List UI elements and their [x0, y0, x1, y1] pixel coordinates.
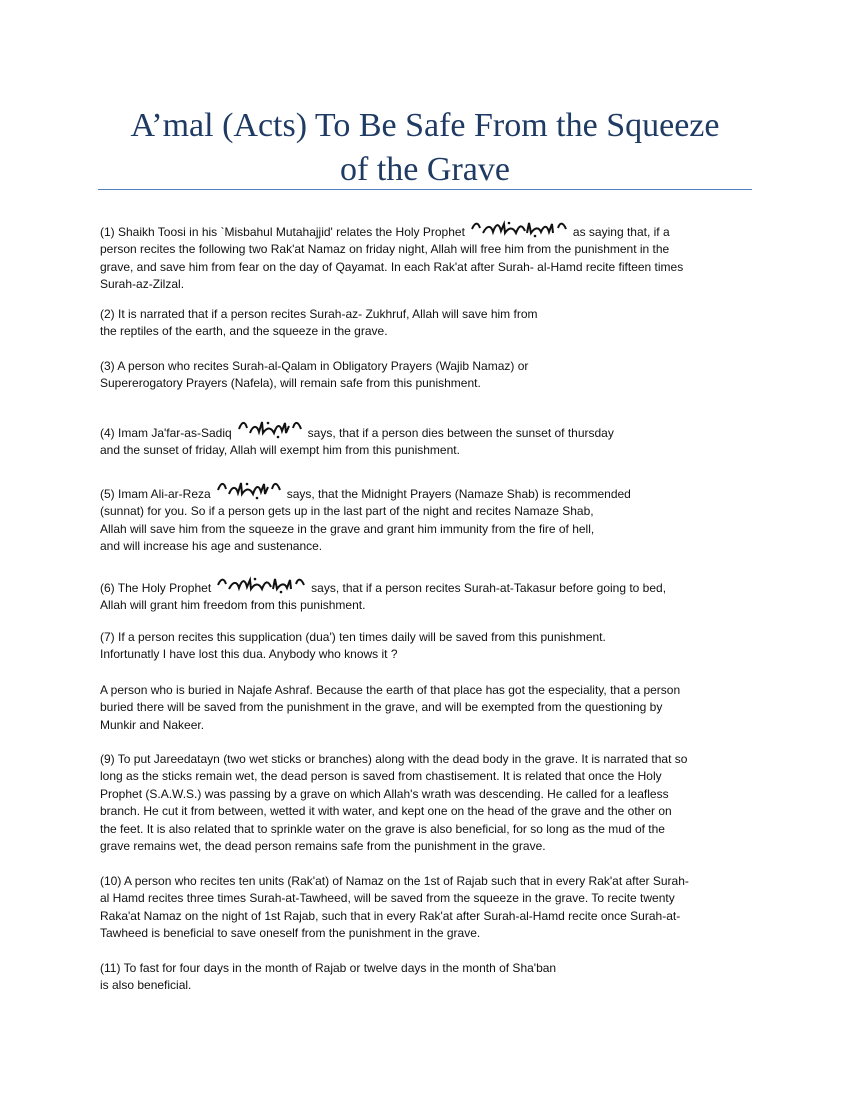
- paragraph-line: al Hamd recites three times Surah-at-Tawheed, will be saved from the squeeze in the grave. To recite twenty: [100, 891, 675, 906]
- paragraph-1: [100, 219, 752, 294]
- paragraph-line: Infortunatly I have lost this dua. Anybody who knows it ?: [100, 647, 398, 662]
- paragraph-5: [100, 479, 752, 556]
- paragraph-line: [100, 575, 752, 597]
- paragraph-line: Supererogatory Prayers (Nafela), will remain safe from this punishment.: [100, 376, 481, 391]
- paragraph-line: Prophet (S.A.W.S.) was passing by a grave on which Allah's wrath was descending. He called for a leafless: [100, 786, 669, 801]
- paragraph-10: [100, 873, 752, 943]
- title-line-1: A’mal (Acts) To Be Safe From the Squeeze: [130, 107, 720, 144]
- paragraph-text: (6) The Holy Prophet: [100, 581, 212, 595]
- paragraph-text: as saying that, if a: [572, 225, 670, 239]
- paragraph-9: [100, 751, 752, 855]
- paragraph-text: says, that if a person recites Surah-at-Takasur before going to bed,: [311, 581, 667, 595]
- paragraph-line: the feet. It is also related that to sprinkle water on the grave is also beneficial, for so long as the mud of the: [100, 821, 665, 836]
- paragraph-line: the reptiles of the earth, and the squeeze in the grave.: [100, 324, 388, 339]
- paragraph-line: [100, 418, 752, 442]
- paragraph-line: person recites the following two Rak'at Namaz on friday night, Allah will free him from the punishment in the: [100, 242, 670, 257]
- paragraph-line: branch. He cut it from between, wetted it with water, and kept one on the head of the grave and the other on: [100, 804, 672, 819]
- paragraph-line: grave, and save him from fear on the day of Qayamat. In each Rak'at after Surah- al-Hamd recite fifteen times: [100, 259, 684, 274]
- paragraph-line: [100, 479, 752, 503]
- paragraph-2: [100, 306, 752, 341]
- paragraph-text: says, that the Midnight Prayers (Namaze Shab) is recommended: [286, 487, 631, 501]
- title-line-2: of the Grave: [340, 151, 510, 188]
- alayhis-salam-calligraphy-icon: [215, 479, 283, 501]
- paragraph-line: long as the sticks remain wet, the dead person is saved from chastisement. It is related that once the Holy: [100, 769, 662, 784]
- paragraph-line: buried there will be saved from the punishment in the grave, and will be exempted from the questioning by: [100, 700, 663, 715]
- paragraph-line: Raka'at Namaz on the night of 1st Rajab, such that in every Rak'at after Surah-al-Hamd recite once Surah-at-: [100, 908, 681, 923]
- paragraph-line: and the sunset of friday, Allah will exempt him from this punishment.: [100, 443, 460, 458]
- paragraph-line: [100, 219, 752, 241]
- paragraph-7: [100, 629, 752, 664]
- paragraph-8: [100, 682, 752, 734]
- salawat-calligraphy-icon: [215, 575, 307, 595]
- alayhis-salam-calligraphy-icon: [236, 418, 304, 440]
- paragraph-line: Allah will grant him freedom from this punishment.: [100, 598, 366, 613]
- paragraph-line: is also beneficial.: [100, 978, 192, 993]
- paragraph-line: A person who is buried in Najafe Ashraf. Because the earth of that place has got the especiality, that a person: [100, 683, 681, 697]
- paragraph-line: (11) To fast for four days in the month of Rajab or twelve days in the month of Sha'ban: [100, 961, 557, 975]
- paragraph-line: grave remains wet, the dead person remains safe from the punishment in the grave.: [100, 839, 546, 854]
- paragraph-line: and will increase his age and sustenance.: [100, 539, 323, 554]
- paragraph-line: (2) It is narrated that if a person recites Surah-az- Zukhruf, Allah will save him from: [100, 307, 538, 321]
- paragraph-text: (4) Imam Ja'far-as-Sadiq: [100, 426, 232, 440]
- paragraph-line: Allah will save him from the squeeze in the grave and grant him immunity from the fire of hell,: [100, 521, 595, 536]
- paragraph-6: [100, 575, 752, 615]
- paragraph-line: Munkir and Nakeer.: [100, 717, 205, 732]
- paragraph-line: (7) If a person recites this supplication (dua') ten times daily will be saved from this punishment.: [100, 630, 606, 644]
- paragraph-line: (10) A person who recites ten units (Rak'at) of Namaz on the 1st of Rajab such that in every Rak'at after Surah-: [100, 874, 689, 888]
- paragraph-line: (3) A person who recites Surah-al-Qalam in Obligatory Prayers (Wajib Namaz) or: [100, 359, 529, 373]
- paragraph-line: Tawheed is beneficial to save oneself from the punishment in the grave.: [100, 926, 481, 941]
- paragraph-line: (sunnat) for you. So if a person gets up in the last part of the night and recites Namaze Shab,: [100, 504, 594, 519]
- paragraph-line: Surah-az-Zilzal.: [100, 277, 185, 292]
- title-divider: [98, 189, 752, 190]
- salawat-calligraphy-icon: [469, 219, 569, 239]
- paragraph-text: (5) Imam Ali-ar-Reza: [100, 487, 211, 501]
- paragraph-3: [100, 358, 752, 393]
- paragraph-text: (1) Shaikh Toosi in his `Misbahul Mutahajjid' relates the Holy Prophet: [100, 225, 465, 239]
- page-title: [98, 104, 752, 192]
- paragraph-line: (9) To put Jareedatayn (two wet sticks or branches) along with the dead body in the grave. It is narrated that so: [100, 752, 688, 766]
- paragraph-11: [100, 960, 752, 995]
- paragraph-text: says, that if a person dies between the sunset of thursday: [307, 426, 614, 440]
- paragraph-4: [100, 418, 752, 460]
